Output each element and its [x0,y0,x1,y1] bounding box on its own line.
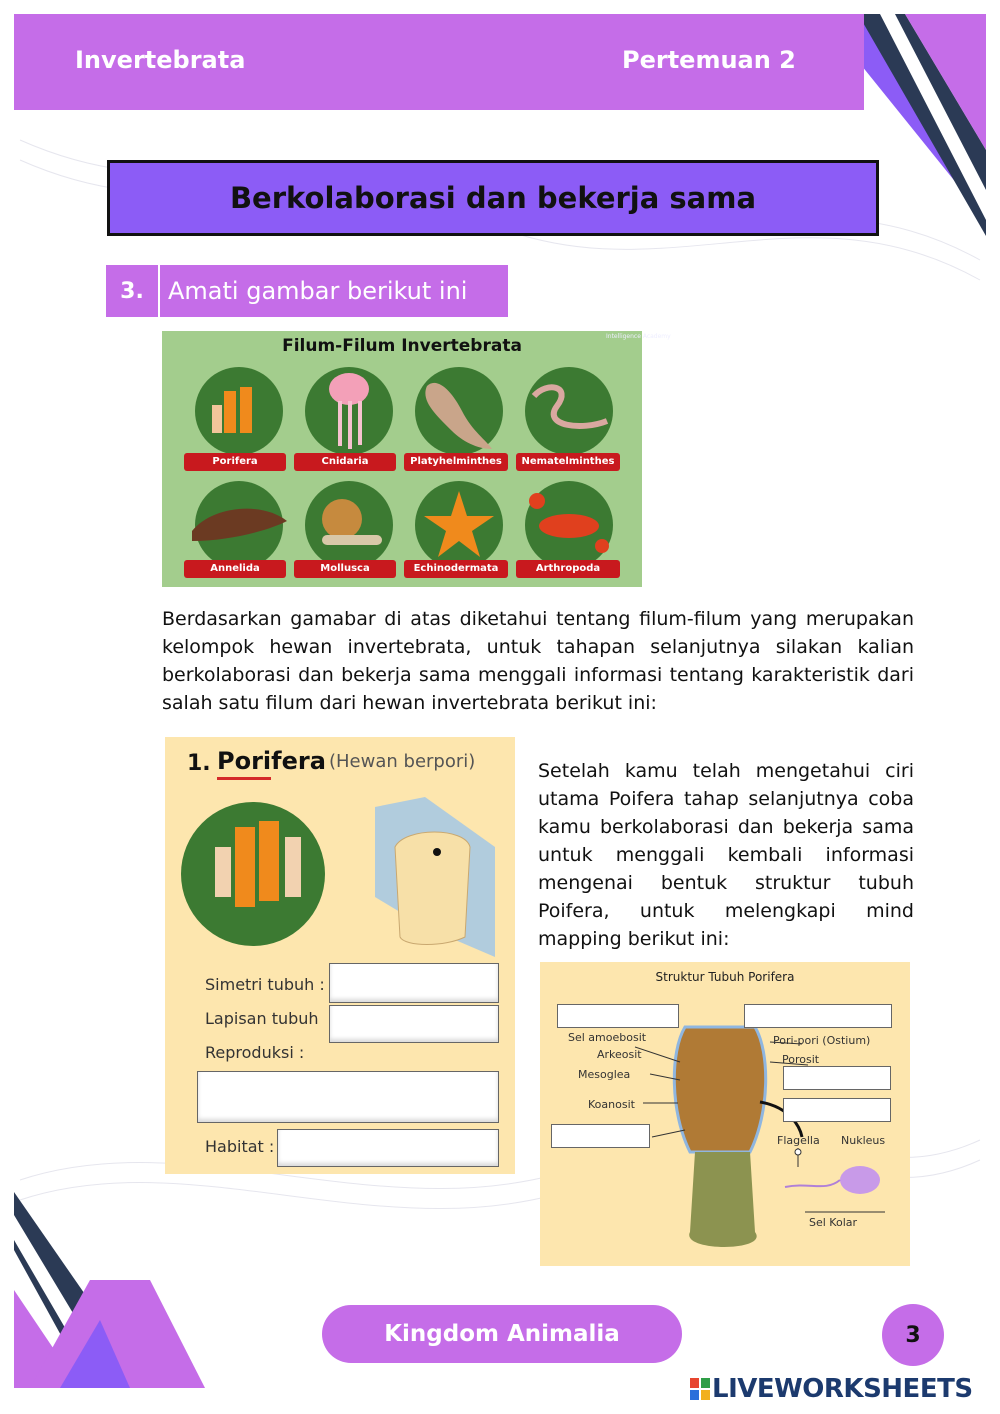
collar-cell-label: Sel Kolar [809,1216,858,1229]
mesoglea-label: Mesoglea [578,1068,631,1081]
reproduction-input[interactable] [198,1072,498,1122]
phylum-label: Mollusca [294,560,396,578]
layers-label: Lapisan tubuh [205,1009,319,1028]
blank-box-mid-right-2[interactable] [783,1098,891,1122]
phylum-label: Porifera [184,453,286,471]
liveworksheets-brand: LIVEWORKSHEETS [712,1374,973,1404]
step-text: Amati gambar berikut ini [168,277,468,305]
phylum-label: Arthropoda [516,560,620,578]
reproduction-field[interactable] [197,1071,499,1123]
layers-input[interactable] [330,1006,498,1042]
phylum-label: Nematelminthes [516,453,620,471]
symmetry-input[interactable] [330,964,498,1002]
structure-title: Struktur Tubuh Porifera [655,970,795,984]
blank-input-mid-right-2[interactable] [784,1100,890,1122]
nucleus-label: Nukleus [841,1134,886,1147]
step-heading [106,265,508,317]
card-number: 1. [187,751,211,776]
phyla-image-brand: Intelligence Academy [606,333,671,340]
page-number: 3 [905,1322,921,1348]
choanocyte-label: Koanosit [588,1098,635,1111]
structure-diagram [540,962,910,1266]
porocyte-label: Porosit [782,1053,820,1066]
footer-label: Kingdom Animalia [384,1321,620,1347]
phyla-image-title: Filum-Filum Invertebrata [282,336,522,356]
blank-box-left[interactable] [551,1124,650,1148]
ostium-label: Pori-pori (Ostium) [773,1034,871,1047]
habitat-input[interactable] [278,1130,498,1166]
card-subtitle: (Hewan berpori) [329,751,476,772]
blank-box-top-right[interactable] [744,1004,892,1028]
footer-label-pill [322,1305,682,1363]
symmetry-label: Simetri tubuh : [205,975,325,994]
page-number-badge [882,1304,944,1366]
flagella-label: Flagella [777,1134,820,1147]
blank-box-top-left[interactable] [557,1004,679,1028]
layers-field[interactable] [329,1005,499,1043]
step-number: 3. [106,265,160,317]
card-name: Porifera [217,747,326,775]
liveworksheets-logo-icon [690,1378,710,1400]
blank-input-left[interactable] [552,1126,649,1148]
blank-input-top-right[interactable] [745,1006,891,1028]
porifera-card [165,737,515,1174]
symmetry-field[interactable] [329,963,499,1003]
phyla-image [162,331,642,587]
blank-input-mid-right-1[interactable] [784,1068,890,1090]
blank-input-top-left[interactable] [558,1006,678,1028]
section-title: Berkolaborasi dan bekerja sama [229,181,757,215]
header-title: Invertebrata [75,46,246,74]
blank-box-mid-right-1[interactable] [783,1066,891,1090]
archaeocyte-label: Arkeosit [597,1048,642,1061]
amoebocyte-label: Sel amoebosit [568,1031,647,1044]
instruction-paragraph: Berdasarkan gamabar di atas diketahui tentang filum-filum yang merupakan kelompok hewan invertebrata, untuk tahapan selanjutnya silakan kalian berkolaborasi dan bekerja sama menggali informasi tentang karakteristik dari salah satu filum dari hewan invertebrata berikut ini: [162,608,914,714]
header-meeting: Pertemuan 2 [622,46,796,74]
section-title-box [107,160,879,236]
habitat-label: Habitat : [205,1137,275,1156]
reproduction-label: Reproduksi : [205,1043,305,1062]
mind-mapping-instruction: Setelah kamu telah mengetahui ciri utama Poifera tahap selanjutnya coba kamu berkolaborasi dan bekerja sama untuk menggali kembali informasi mengenai bentuk struktur tubuh Poifera, untuk melengkapi mind mapping berikut ini: [538,760,914,950]
phylum-label: Annelida [184,560,286,578]
phylum-label: Echinodermata [404,560,508,578]
phylum-label: Platyhelminthes [404,453,508,471]
phylum-label: Cnidaria [294,453,396,471]
habitat-field[interactable] [277,1129,499,1167]
